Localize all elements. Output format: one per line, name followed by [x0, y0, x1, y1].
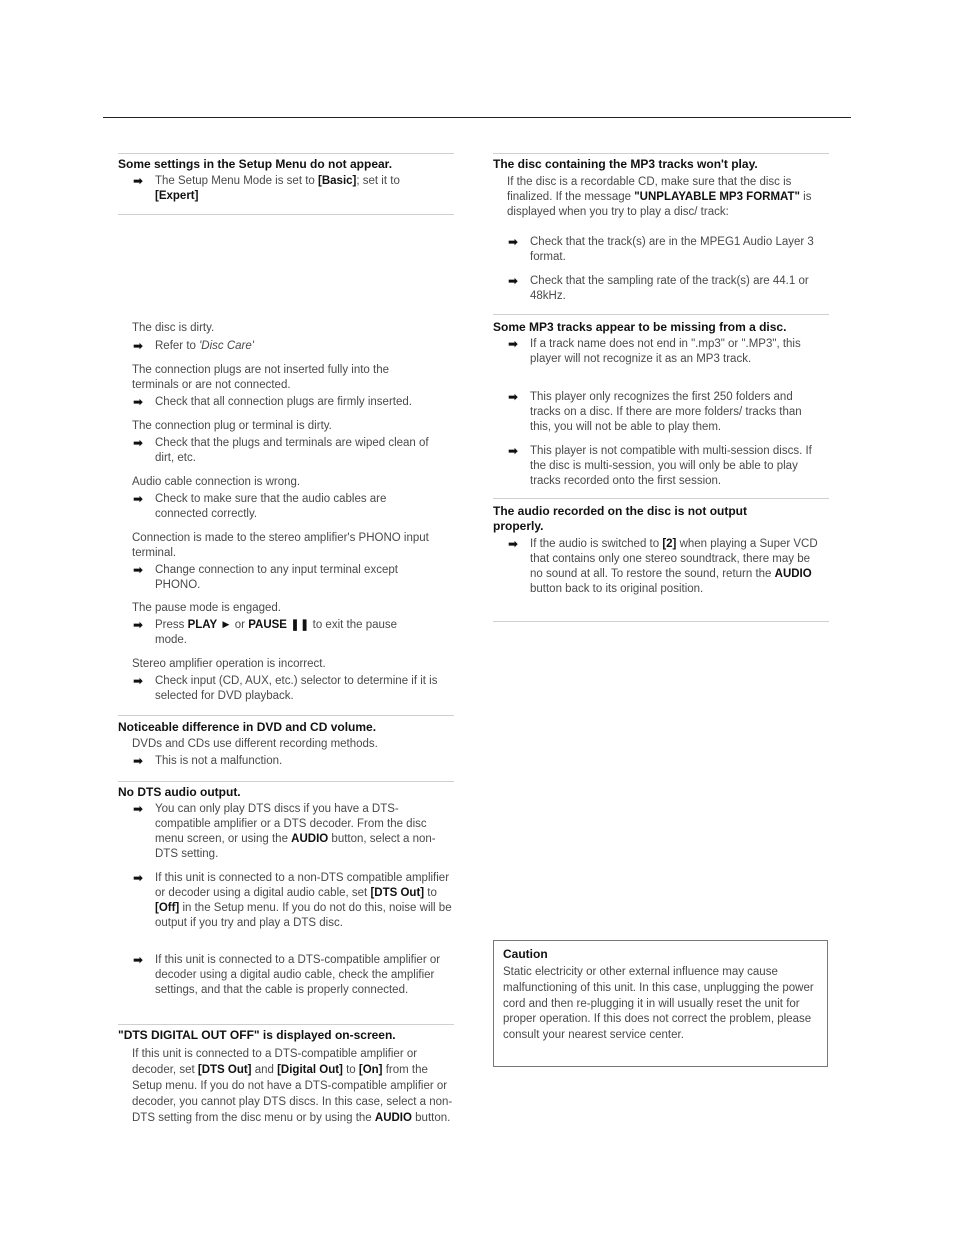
arrow-icon: ➡: [508, 444, 519, 458]
section-heading-mp3: The disc containing the MP3 tracks won't play.: [493, 157, 758, 171]
arrow-icon: ➡: [508, 390, 519, 404]
arrow-icon: ➡: [508, 235, 519, 249]
remedy-disc-care: Refer to 'Disc Care': [155, 340, 254, 352]
caution-text: Static electricity or other external influence may cause malfunctioning of this unit. In this case, unplugging the power cord and then re-plugging it in will usually reset the unit for proper operation. If this does not correct the problem, please consult your nearest service center.: [503, 966, 814, 1042]
arrow-icon: ➡: [133, 395, 144, 409]
arrow-icon: ➡: [133, 492, 144, 506]
arrow-icon: ➡: [133, 802, 144, 816]
divider: [493, 153, 829, 154]
remedy-dts-3: If this unit is connected to a DTS-compatible amplifier or decoder using a digital audio cable, check the amplifier settings, and that the cable is properly connected.: [155, 954, 441, 996]
cause-plug-dirty: The connection plug or terminal is dirty.: [132, 420, 332, 432]
top-rule: [103, 117, 851, 118]
remedy-pause: Press PLAY ► or PAUSE ❚❚ to exit the pause mode.: [155, 619, 398, 646]
remedy-volume: This is not a malfunction.: [155, 755, 283, 767]
arrow-icon: ➡: [133, 871, 144, 885]
cause-cable: Audio cable connection is wrong.: [132, 476, 301, 488]
arrow-icon: ➡: [133, 436, 144, 450]
section-heading-dts: No DTS audio output.: [118, 785, 241, 799]
remedy-amplifier: Check input (CD, AUX, etc.) selector to determine if it is selected for DVD playback.: [155, 675, 438, 702]
remedy-mp3-sampling: Check that the sampling rate of the track(s) are 44.1 or 48kHz.: [530, 275, 809, 302]
cause-plugs: The connection plugs are not inserted fully into the terminals or are not connected.: [132, 364, 389, 391]
remedy-phono: Change connection to any input terminal except PHONO.: [155, 564, 398, 591]
divider: [493, 621, 829, 622]
cause-pause: The pause mode is engaged.: [132, 602, 281, 614]
arrow-icon: ➡: [133, 754, 144, 768]
divider: [118, 1024, 454, 1025]
arrow-icon: ➡: [133, 953, 144, 967]
divider: [118, 214, 454, 215]
remedy-missing-2: This player only recognizes the first 250 folders and tracks on a disc. If there are more folders/ tracks than this, you will not be able to play them.: [530, 391, 802, 433]
remedy-output: If the audio is switched to [2] when playing a Super VCD that contains only one stereo soundtrack, there may be no sound at all. To restore the sound, return the AUDIO button back to its original position.: [530, 538, 818, 595]
divider: [118, 153, 454, 154]
remedy-missing-1: If a track name does not end in ".mp3" or ".MP3", this player will not recognize it as an MP3 track.: [530, 338, 801, 365]
cause-mp3: If the disc is a recordable CD, make sure that the disc is finalized. If the message "UNPLAYABLE MP3 FORMAT" is displayed when you try to play a disc/ track:: [507, 176, 812, 218]
divider: [118, 781, 454, 782]
arrow-icon: ➡: [508, 537, 519, 551]
divider: [493, 498, 829, 499]
divider: [493, 314, 829, 315]
arrow-icon: ➡: [133, 674, 144, 688]
arrow-icon: ➡: [133, 618, 144, 632]
cause-dts-off: If this unit is connected to a DTS-compatible amplifier or decoder, set [DTS Out] and [Digital Out] to [On] from the Setup menu. If you do not have a DTS-compatible amplifier or decoder, you cannot play DTS discs. In this case, select a non-DTS setting from the disc menu or by using the AUDIO button.: [132, 1048, 453, 1124]
divider: [118, 715, 454, 716]
cause-disc-dirty: The disc is dirty.: [132, 322, 215, 334]
arrow-icon: ➡: [508, 274, 519, 288]
remedy-mp3-format: Check that the track(s) are in the MPEG1 Audio Layer 3 format.: [530, 236, 814, 263]
section-heading-setup-menu: Some settings in the Setup Menu do not appear.: [118, 157, 393, 171]
section-heading-volume: Noticeable difference in DVD and CD volume.: [118, 720, 377, 734]
arrow-icon: ➡: [133, 563, 144, 577]
arrow-icon: ➡: [133, 174, 144, 188]
remedy-dts-1: You can only play DTS discs if you have a DTS-compatible amplifier or a DTS decoder. From the disc menu screen, or using the AUDIO button, select a non-DTS setting.: [155, 803, 436, 860]
caution-box: [493, 940, 828, 1067]
remedy-cable: Check to make sure that the audio cables are connected correctly.: [155, 493, 387, 520]
caution-title: Caution: [503, 947, 548, 961]
cause-volume: DVDs and CDs use different recording methods.: [132, 738, 378, 750]
remedy-plugs: Check that all connection plugs are firmly inserted.: [155, 396, 412, 408]
arrow-icon: ➡: [133, 339, 144, 353]
cause-amplifier: Stereo amplifier operation is incorrect.: [132, 658, 326, 670]
arrow-icon: ➡: [508, 337, 519, 351]
section-heading-dts-off: "DTS DIGITAL OUT OFF" is displayed on-screen.: [118, 1028, 396, 1042]
remedy-missing-3: This player is not compatible with multi-session discs. If the disc is multi-session, you will only be able to play tracks recorded onto the first session.: [530, 445, 812, 487]
section-heading-output: The audio recorded on the disc is not output properly.: [493, 504, 748, 533]
remedy-dts-2: If this unit is connected to a non-DTS compatible amplifier or decoder using a digital audio cable, set [DTS Out] to [Off] in the Setup menu. If you do not do this, noise will be output if you try and play a DTS disc.: [155, 872, 452, 929]
remedy-plug-dirty: Check that the plugs and terminals are wiped clean of dirt, etc.: [155, 437, 429, 464]
section-heading-missing: Some MP3 tracks appear to be missing from a disc.: [493, 320, 787, 334]
cause-phono: Connection is made to the stereo amplifier's PHONO input terminal.: [132, 532, 429, 559]
remedy-setup: The Setup Menu Mode is set to [Basic]; set it to [Expert]: [155, 175, 400, 202]
